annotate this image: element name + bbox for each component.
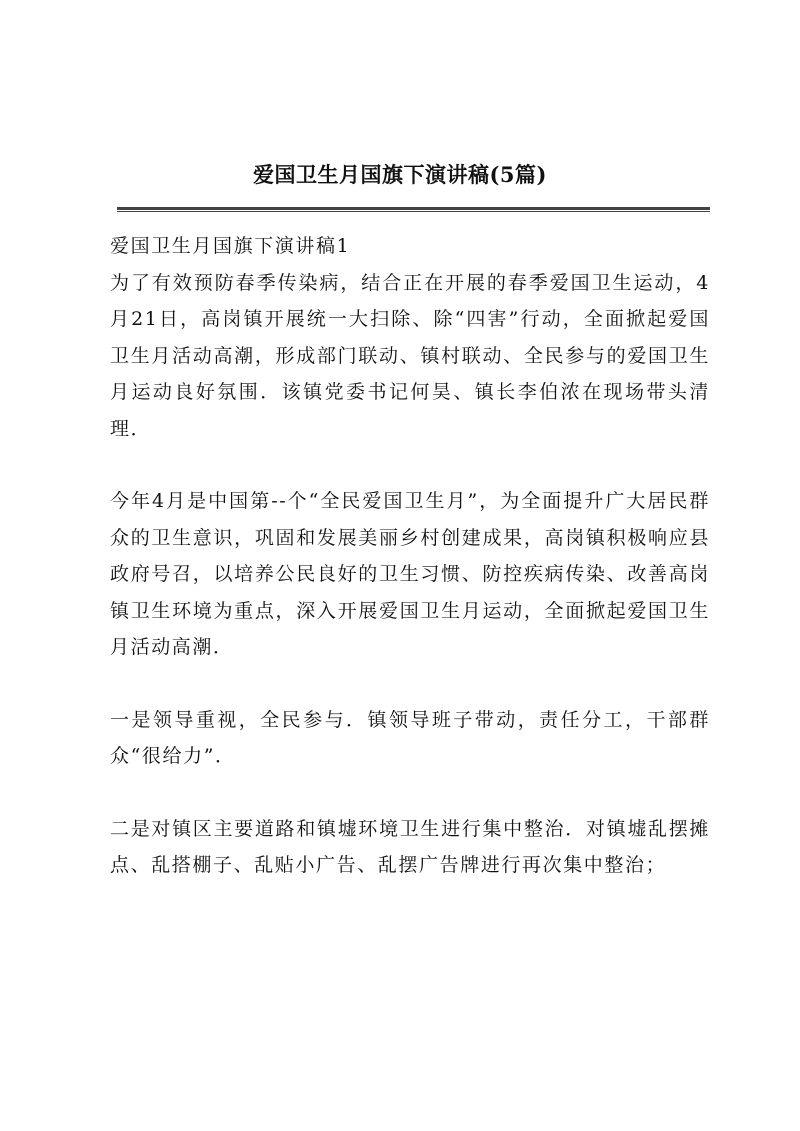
paragraph-4: 二是对镇区主要道路和镇墟环境卫生进行集中整治．对镇墟乱摆摊点、乱搭棚子、乱贴小广告、乱摆广告牌进行再次集中整治； [110,817,710,876]
document-body [110,228,710,884]
paragraph-spacer [110,775,710,811]
section-heading: 爱国卫生月国旗下演讲稿1 [110,235,351,257]
document-title: 爱国卫生月国旗下演讲稿(5篇) [253,162,547,187]
paragraph-spacer [110,666,710,702]
title-divider [117,207,710,212]
paragraph-spacer [110,447,710,483]
paragraph-3: 一是领导重视，全民参与．镇领导班子带动，责任分工，干部群众“很给力”． [110,708,710,767]
paragraph-1: 为了有效预防春季传染病，结合正在开展的春季爱国卫生运动，4月21日，高岗镇开展统一大扫除、除“四害”行动，全面掀起爱国卫生月活动高潮，形成部门联动、镇村联动、全民参与的爱国卫生月运动良好氛围．该镇党委书记何昊、镇长李伯浓在现场带头清理． [110,271,710,440]
paragraph-2: 今年4月是中国第--个“全民爱国卫生月”，为全面提升广大居民群众的卫生意识，巩固和发展美丽乡村创建成果，高岗镇积极响应县政府号召，以培养公民良好的卫生习惯、防控疾病传染、改善高岗镇卫生环境为重点，深入开展爱国卫生月运动，全面掀起爱国卫生月活动高潮． [110,490,710,658]
